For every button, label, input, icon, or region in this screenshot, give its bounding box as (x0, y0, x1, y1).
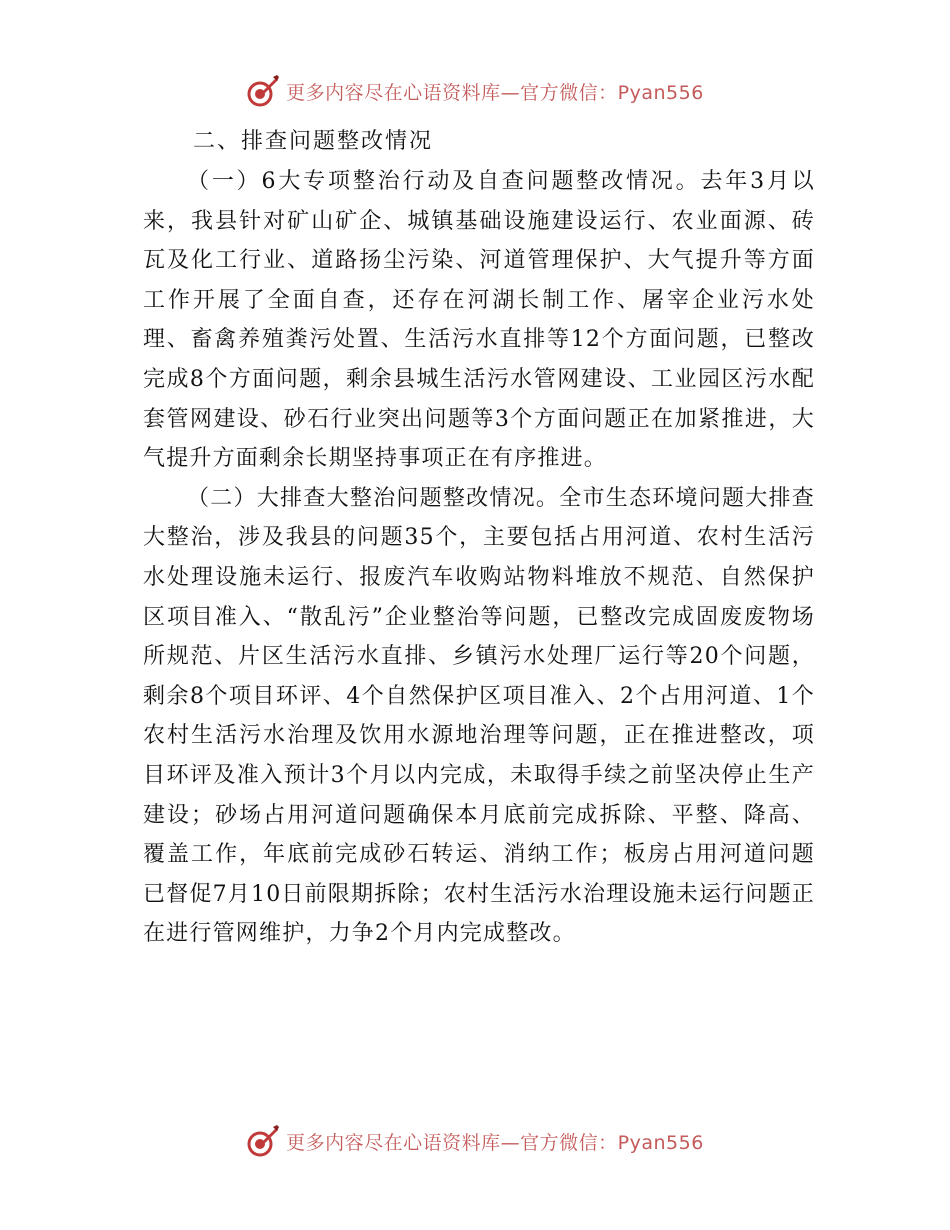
paragraph-2: （二）大排查大整治问题整改情况。全市生态环境问题大排查大整治，涉及我县的问题35个，主要包括占用河道、农村生活污水处理设施未运行、报废汽车收购站物料堆放不规范、自然保护区项目准入、“散乱污”企业整治等问题，已整改完成固废废物场所规范、片区生活污水直排、乡镇污水处理厂运行等20个问题，剩余8个项目环评、4个自然保护区项目准入、2个占用河道、1个农村生活污水治理及饮用水源地治理等问题，正在推进整改，项目环评及准入预计3个月以内完成，未取得手续之前坚决停止生产建设；砂场占用河道问题确保本月底前完成拆除、平整、降高、覆盖工作，年底前完成砂石转运、消纳工作；板房占用河道问题已督促7月10日前限期拆除；农村生活污水治理设施未运行问题正在进行管网维护，力争2个月内完成整改。 (143, 485, 815, 947)
footer-watermark (0, 1124, 950, 1158)
watermark-text: 更多内容尽在心语资料库—官方微信：Pyan556 (286, 1131, 704, 1154)
watermark-text: 更多内容尽在心语资料库—官方微信：Pyan556 (286, 81, 704, 104)
header-watermark (0, 74, 950, 108)
red-pen-logo-icon (246, 1124, 280, 1158)
section-heading: 二、排查问题整改情况 (193, 129, 434, 154)
document-body (143, 122, 815, 954)
paragraph-1: （一）6大专项整治行动及自查问题整改情况。去年3月以来，我县针对矿山矿企、城镇基础设施建设运行、农业面源、砖瓦及化工行业、道路扬尘污染、河道管理保护、大气提升等方面工作开展了全面自查，还存在河湖长制工作、屠宰企业污水处理、畜禽养殖粪污处置、生活污水直排等12个方面问题，已整改完成8个方面问题，剩余县城生活污水管网建设、工业园区污水配套管网建设、砂石行业突出问题等3个方面问题正在加紧推进，大气提升方面剩余长期坚持事项正在有序推进。 (143, 169, 815, 472)
red-pen-logo-icon (246, 74, 280, 108)
